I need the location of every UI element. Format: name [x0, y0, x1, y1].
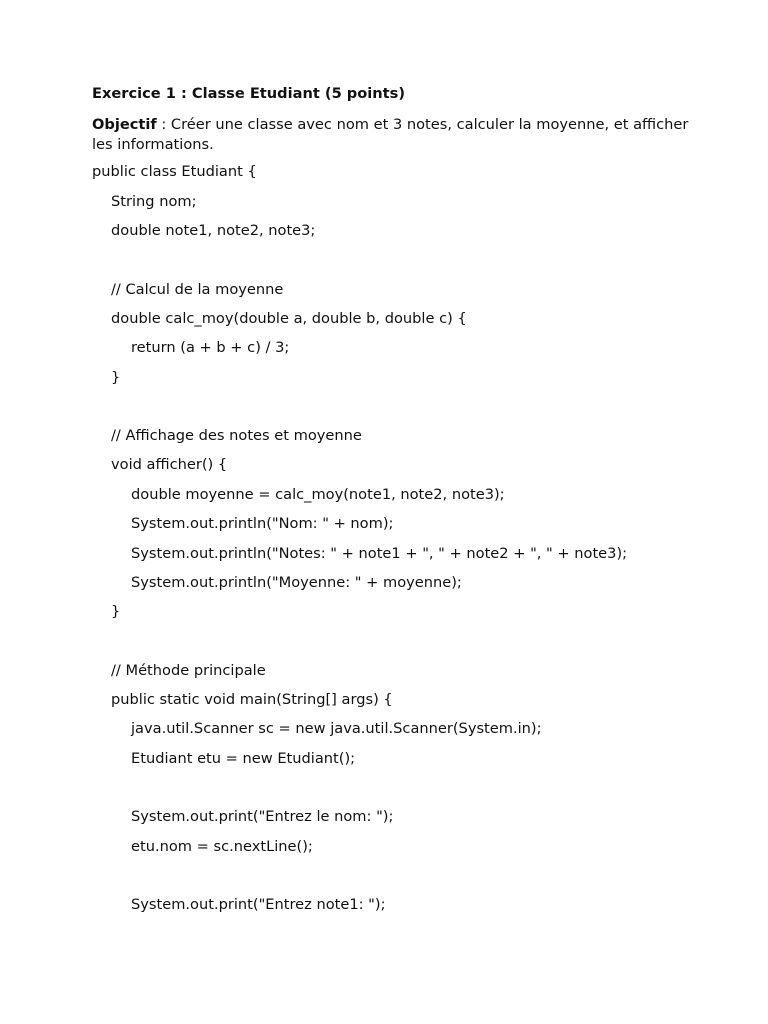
exercise-title: Exercice 1 : Classe Etudiant (5 points)	[92, 85, 406, 102]
code-comment: // Calcul de la moyenne	[111, 281, 284, 298]
code-line: public class Etudiant {	[92, 163, 257, 180]
code-line: }	[111, 603, 121, 620]
code-comment: // Méthode principale	[111, 662, 266, 679]
code-comment: // Affichage des notes et moyenne	[111, 427, 362, 444]
code-line: Etudiant etu = new Etudiant();	[131, 750, 356, 767]
code-line: double note1, note2, note3;	[111, 222, 316, 239]
code-line: System.out.print("Entrez note1: ");	[131, 896, 386, 913]
code-line: return (a + b + c) / 3;	[131, 339, 290, 356]
objective-label: Objectif	[92, 116, 157, 133]
code-line: java.util.Scanner sc = new java.util.Scanner(System.in);	[131, 720, 542, 737]
code-line: double calc_moy(double a, double b, double c) {	[111, 310, 467, 327]
code-line: System.out.println("Moyenne: " + moyenne);	[131, 574, 462, 591]
code-line: void afficher() {	[111, 456, 228, 473]
code-line: System.out.println("Notes: " + note1 + ", " + note2 + ", " + note3);	[131, 545, 628, 562]
code-line: }	[111, 369, 121, 386]
code-line: String nom;	[111, 193, 197, 210]
code-line: public static void main(String[] args) {	[111, 691, 393, 708]
objective-paragraph	[92, 115, 692, 155]
code-line: double moyenne = calc_moy(note1, note2, note3);	[131, 486, 505, 503]
code-line: System.out.println("Nom: " + nom);	[131, 515, 394, 532]
code-line: etu.nom = sc.nextLine();	[131, 838, 313, 855]
code-line: System.out.print("Entrez le nom: ");	[131, 808, 394, 825]
objective-text: : Créer une classe avec nom et 3 notes, calculer la moyenne, et afficher les informations.	[92, 116, 689, 153]
